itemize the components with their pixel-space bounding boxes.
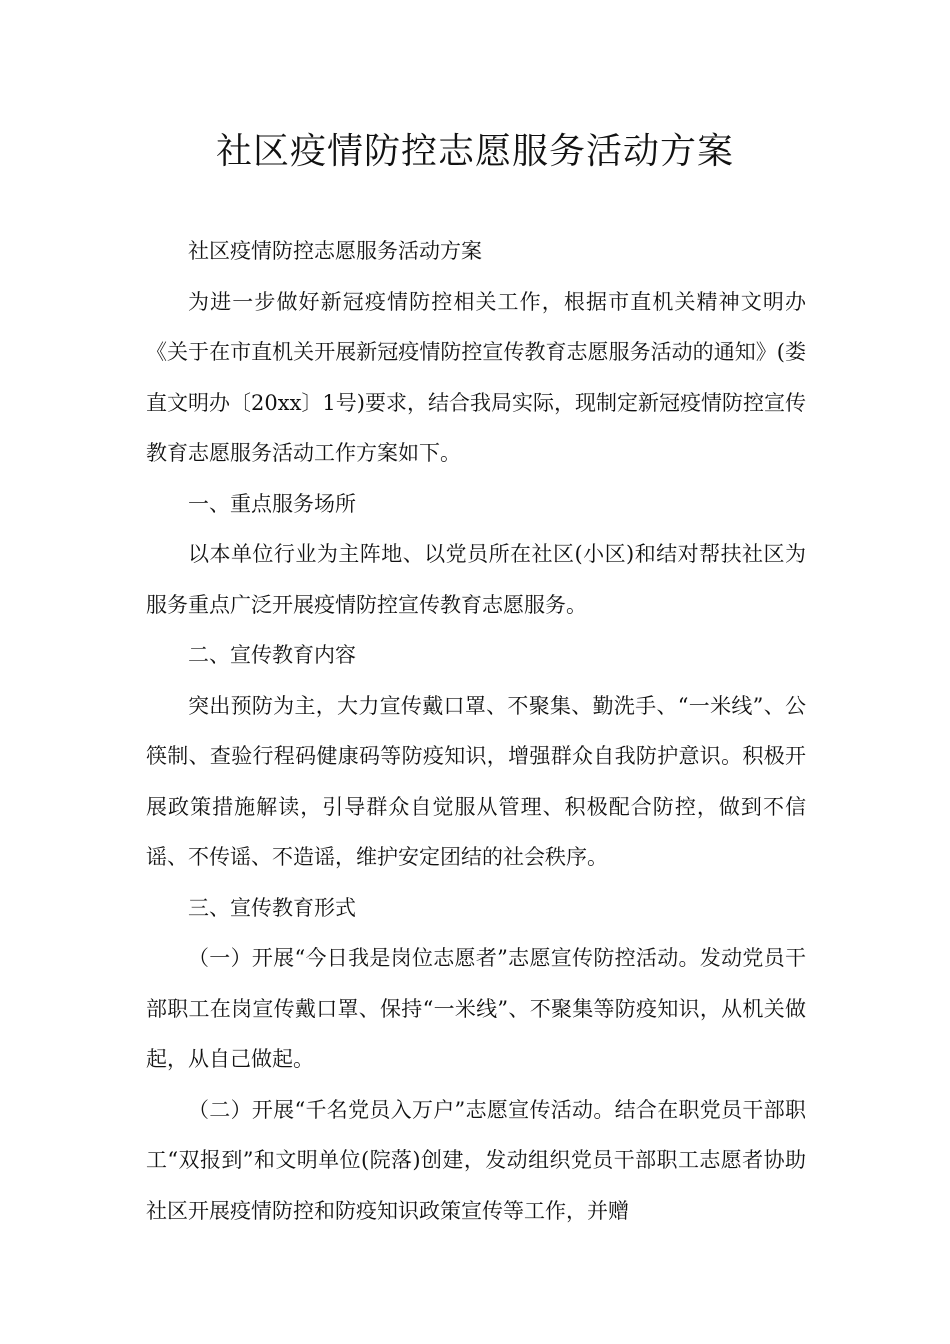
section-heading-3: 三、宣传教育形式 [188, 895, 356, 920]
section-heading-2: 二、宣传教育内容 [188, 643, 356, 667]
document-body [146, 226, 806, 1236]
subtitle-paragraph: 社区疫情防控志愿服务活动方案 [188, 239, 482, 263]
section-3-item-2: （二）开展“千名党员入万户”志愿宣传活动。结合在职党员干部职工“双报到”和文明单位(院落)创建，发动组织党员干部职工志愿者协助社区开展疫情防控和防疫知识政策宣传等工作，并赠 [146, 1097, 806, 1223]
intro-paragraph: 为进一步做好新冠疫情防控相关工作，根据市直机关精神文明办《关于在市直机关开展新冠疫情防控宣传教育志愿服务活动的通知》(娄直文明办〔20xx〕1号)要求，结合我局实际，现制定新冠疫情防控宣传教育志愿服务活动工作方案如下。 [146, 289, 806, 465]
section-heading-1: 一、重点服务场所 [188, 491, 356, 516]
document-title: 社区疫情防控志愿服务活动方案 [215, 131, 734, 172]
section-1-paragraph: 以本单位行业为主阵地、以党员所在社区(小区)和结对帮扶社区为服务重点广泛开展疫情防控宣传教育志愿服务。 [146, 542, 806, 617]
section-3-item-1: （一）开展“今日我是岗位志愿者”志愿宣传防控活动。发动党员干部职工在岗宣传戴口罩、保持“一米线”、不聚集等防疫知识，从机关做起，从自己做起。 [146, 946, 806, 1071]
section-2-paragraph: 突出预防为主，大力宣传戴口罩、不聚集、勤洗手、“一米线”、公筷制、查验行程码健康码等防疫知识，增强群众自我防护意识。积极开展政策措施解读，引导群众自觉服从管理、积极配合防控，做到不信谣、不传谣、不造谣，维护安定团结的社会秩序。 [146, 693, 806, 869]
